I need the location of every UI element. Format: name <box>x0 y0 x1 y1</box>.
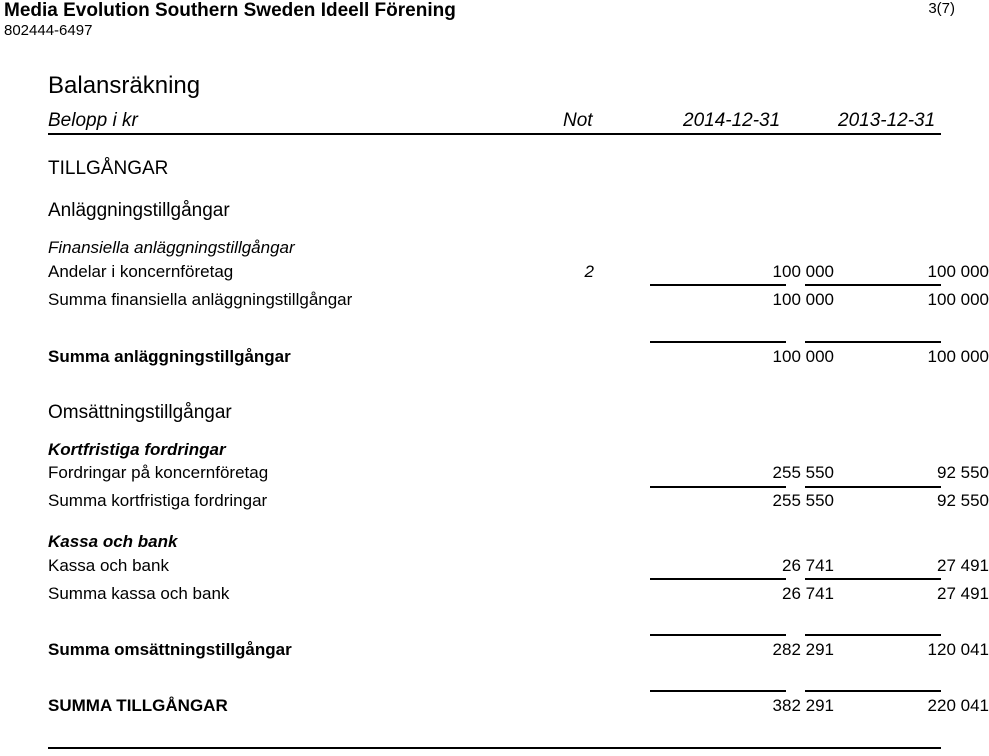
table-row <box>48 463 989 485</box>
row-value-year2: 92 550 <box>937 491 989 510</box>
group-heading <box>48 532 941 554</box>
row-value-year2: 220 041 <box>927 696 989 715</box>
table-row <box>48 347 989 369</box>
row-value-year1: 100 000 <box>772 290 834 309</box>
organization-number: 802444-6497 <box>4 22 93 39</box>
row-value-year2: 120 041 <box>927 640 989 659</box>
footer-divider <box>48 747 941 749</box>
row-value-year1: 100 000 <box>772 262 834 281</box>
column-header-not: Not <box>563 110 593 131</box>
page-number: 3(7) <box>928 0 955 17</box>
row-label: SUMMA TILLGÅNGAR <box>48 696 228 715</box>
subsection-heading <box>48 200 941 222</box>
row-label: Kassa och bank <box>48 556 169 575</box>
table-row <box>48 262 989 284</box>
page-title: Balansräkning <box>48 72 201 99</box>
row-value-year2: 27 491 <box>937 584 989 603</box>
row-value-year1: 26 741 <box>782 584 834 603</box>
sum-line <box>650 284 786 286</box>
row-value-year1: 282 291 <box>772 640 834 659</box>
row-value-year1: 255 550 <box>772 463 834 482</box>
column-header-amount: Belopp i kr <box>48 110 138 131</box>
table-row <box>48 640 989 662</box>
sum-line <box>650 341 786 343</box>
row-label: Summa kortfristiga fordringar <box>48 491 268 510</box>
row-label: Summa finansiella anläggningstillgångar <box>48 290 353 309</box>
sum-line <box>805 690 941 692</box>
sum-line <box>805 634 941 636</box>
sum-line <box>805 284 941 286</box>
row-value-year1: 255 550 <box>772 491 834 510</box>
group-kortfristiga: Kortfristiga fordringar <box>48 440 226 459</box>
row-value-year2: 92 550 <box>937 463 989 482</box>
header-divider <box>48 133 941 135</box>
row-value-year2: 100 000 <box>927 262 989 281</box>
row-value-year1: 100 000 <box>772 347 834 366</box>
row-label: Summa omsättningstillgångar <box>48 640 292 659</box>
sum-line <box>650 690 786 692</box>
row-note: 2 <box>584 262 594 281</box>
sum-line <box>650 634 786 636</box>
organization-name: Media Evolution Southern Sweden Ideell Förening <box>4 0 456 21</box>
column-header-year2: 2013-12-31 <box>838 110 936 131</box>
table-row <box>48 696 989 718</box>
sum-line <box>805 341 941 343</box>
section-tillgangar: TILLGÅNGAR <box>48 158 169 179</box>
row-label: Fordringar på koncernföretag <box>48 463 269 482</box>
section-heading <box>48 158 941 180</box>
group-finansiella: Finansiella anläggningstillgångar <box>48 238 295 257</box>
sum-line <box>650 578 786 580</box>
row-label: Summa kassa och bank <box>48 584 230 603</box>
table-row <box>48 491 989 513</box>
group-heading <box>48 440 941 462</box>
row-label: Andelar i koncernföretag <box>48 262 234 281</box>
sum-line <box>650 486 786 488</box>
sum-line <box>805 578 941 580</box>
row-label: Summa anläggningstillgångar <box>48 347 291 366</box>
group-heading <box>48 238 941 260</box>
table-row <box>48 290 989 312</box>
subsection-heading <box>48 402 941 424</box>
row-value-year2: 100 000 <box>927 290 989 309</box>
subsection-anlaggning: Anläggningstillgångar <box>48 200 230 221</box>
row-value-year1: 382 291 <box>772 696 834 715</box>
sum-line <box>805 486 941 488</box>
table-row <box>48 584 989 606</box>
row-value-year2: 100 000 <box>927 347 989 366</box>
column-header-year1: 2014-12-31 <box>683 110 781 131</box>
row-value-year1: 26 741 <box>782 556 834 575</box>
table-row <box>48 556 989 578</box>
row-value-year2: 27 491 <box>937 556 989 575</box>
subsection-omsattning: Omsättningstillgångar <box>48 402 232 423</box>
group-kassa: Kassa och bank <box>48 532 178 551</box>
